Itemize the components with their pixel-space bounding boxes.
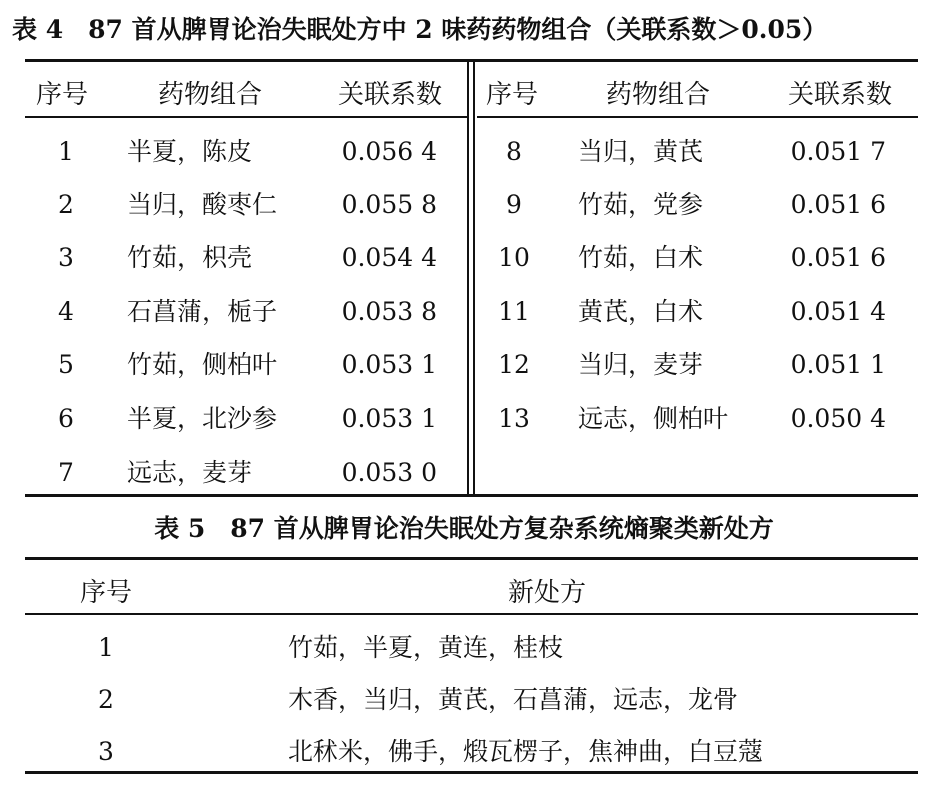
row-coef: 0.054 4 [341, 243, 437, 272]
table4-header-coef-left: 关联系数 [338, 80, 443, 110]
table4-header-rule-left [25, 116, 468, 118]
row-index: 3 [58, 243, 74, 272]
row-combo: 黄芪，白术 [578, 297, 704, 326]
table4-header-coef-right: 关联系数 [788, 80, 893, 110]
table5-header-index: 序号 [80, 578, 133, 608]
row-coef: 0.051 6 [790, 243, 886, 272]
row-index: 7 [58, 458, 74, 487]
table4-bottom-rule [25, 494, 918, 497]
row-index: 9 [506, 190, 522, 219]
row-combo: 当归，麦芽 [578, 350, 704, 379]
row-coef: 0.055 8 [341, 190, 437, 219]
table4-header-combo-left: 药物组合 [158, 80, 263, 110]
row-prescription: 木香，当归，黄芪，石菖蒲，远志，龙骨 [288, 685, 739, 714]
table5-bottom-rule [25, 771, 918, 774]
row-combo: 远志，麦芽 [127, 458, 253, 487]
row-combo: 竹茹，白术 [578, 243, 704, 272]
row-coef: 0.053 1 [341, 350, 437, 379]
row-index: 13 [498, 404, 530, 433]
row-coef: 0.053 0 [341, 458, 437, 487]
row-combo: 竹茹，党参 [578, 190, 704, 219]
table4-header-combo-right: 药物组合 [606, 80, 711, 110]
table4-header-index-left: 序号 [36, 80, 89, 110]
row-coef: 0.051 4 [790, 297, 886, 326]
row-index: 3 [98, 737, 114, 766]
row-index: 4 [58, 297, 74, 326]
table4-header-index-right: 序号 [486, 80, 539, 110]
table4-header-rule-right [477, 116, 918, 118]
row-index: 12 [498, 350, 530, 379]
row-combo: 竹茹，枳壳 [127, 243, 253, 272]
row-coef: 0.053 8 [341, 297, 437, 326]
row-combo: 半夏，陈皮 [127, 137, 253, 166]
row-combo: 石菖蒲，栀子 [127, 297, 278, 326]
table5-top-rule [25, 557, 918, 560]
table4-divider-b [473, 60, 475, 496]
row-prescription: 竹茹，半夏，黄连，桂枝 [288, 633, 564, 662]
row-coef: 0.050 4 [790, 404, 886, 433]
row-index: 1 [98, 633, 114, 662]
row-index: 2 [98, 685, 114, 714]
row-index: 8 [506, 137, 522, 166]
row-index: 2 [58, 190, 74, 219]
table5-header-rule [25, 613, 918, 615]
row-combo: 半夏，北沙参 [127, 404, 278, 433]
row-index: 10 [498, 243, 530, 272]
row-combo: 当归，酸枣仁 [127, 190, 278, 219]
row-combo: 当归，黄芪 [578, 137, 704, 166]
row-combo: 远志，侧柏叶 [578, 404, 729, 433]
row-coef: 0.056 4 [341, 137, 437, 166]
row-index: 5 [58, 350, 74, 379]
table4-top-rule [25, 59, 918, 62]
row-combo: 竹茹，侧柏叶 [127, 350, 278, 379]
row-coef: 0.051 7 [790, 137, 886, 166]
row-index: 1 [58, 137, 74, 166]
row-coef: 0.051 1 [790, 350, 886, 379]
row-coef: 0.053 1 [341, 404, 437, 433]
row-index: 11 [498, 297, 530, 326]
row-coef: 0.051 6 [790, 190, 886, 219]
row-index: 6 [58, 404, 74, 433]
table5-header-prescription: 新处方 [508, 578, 587, 608]
table5-title: 表 5 87 首从脾胃论治失眠处方复杂系统熵聚类新处方 [154, 514, 774, 543]
table4-title: 表 4 87 首从脾胃论治失眠处方中 2 味药药物组合（关联系数＞0.05） [12, 15, 828, 44]
table4-divider-a [467, 60, 469, 496]
row-prescription: 北秫米，佛手，煅瓦楞子，焦神曲，白豆蔻 [288, 737, 764, 766]
